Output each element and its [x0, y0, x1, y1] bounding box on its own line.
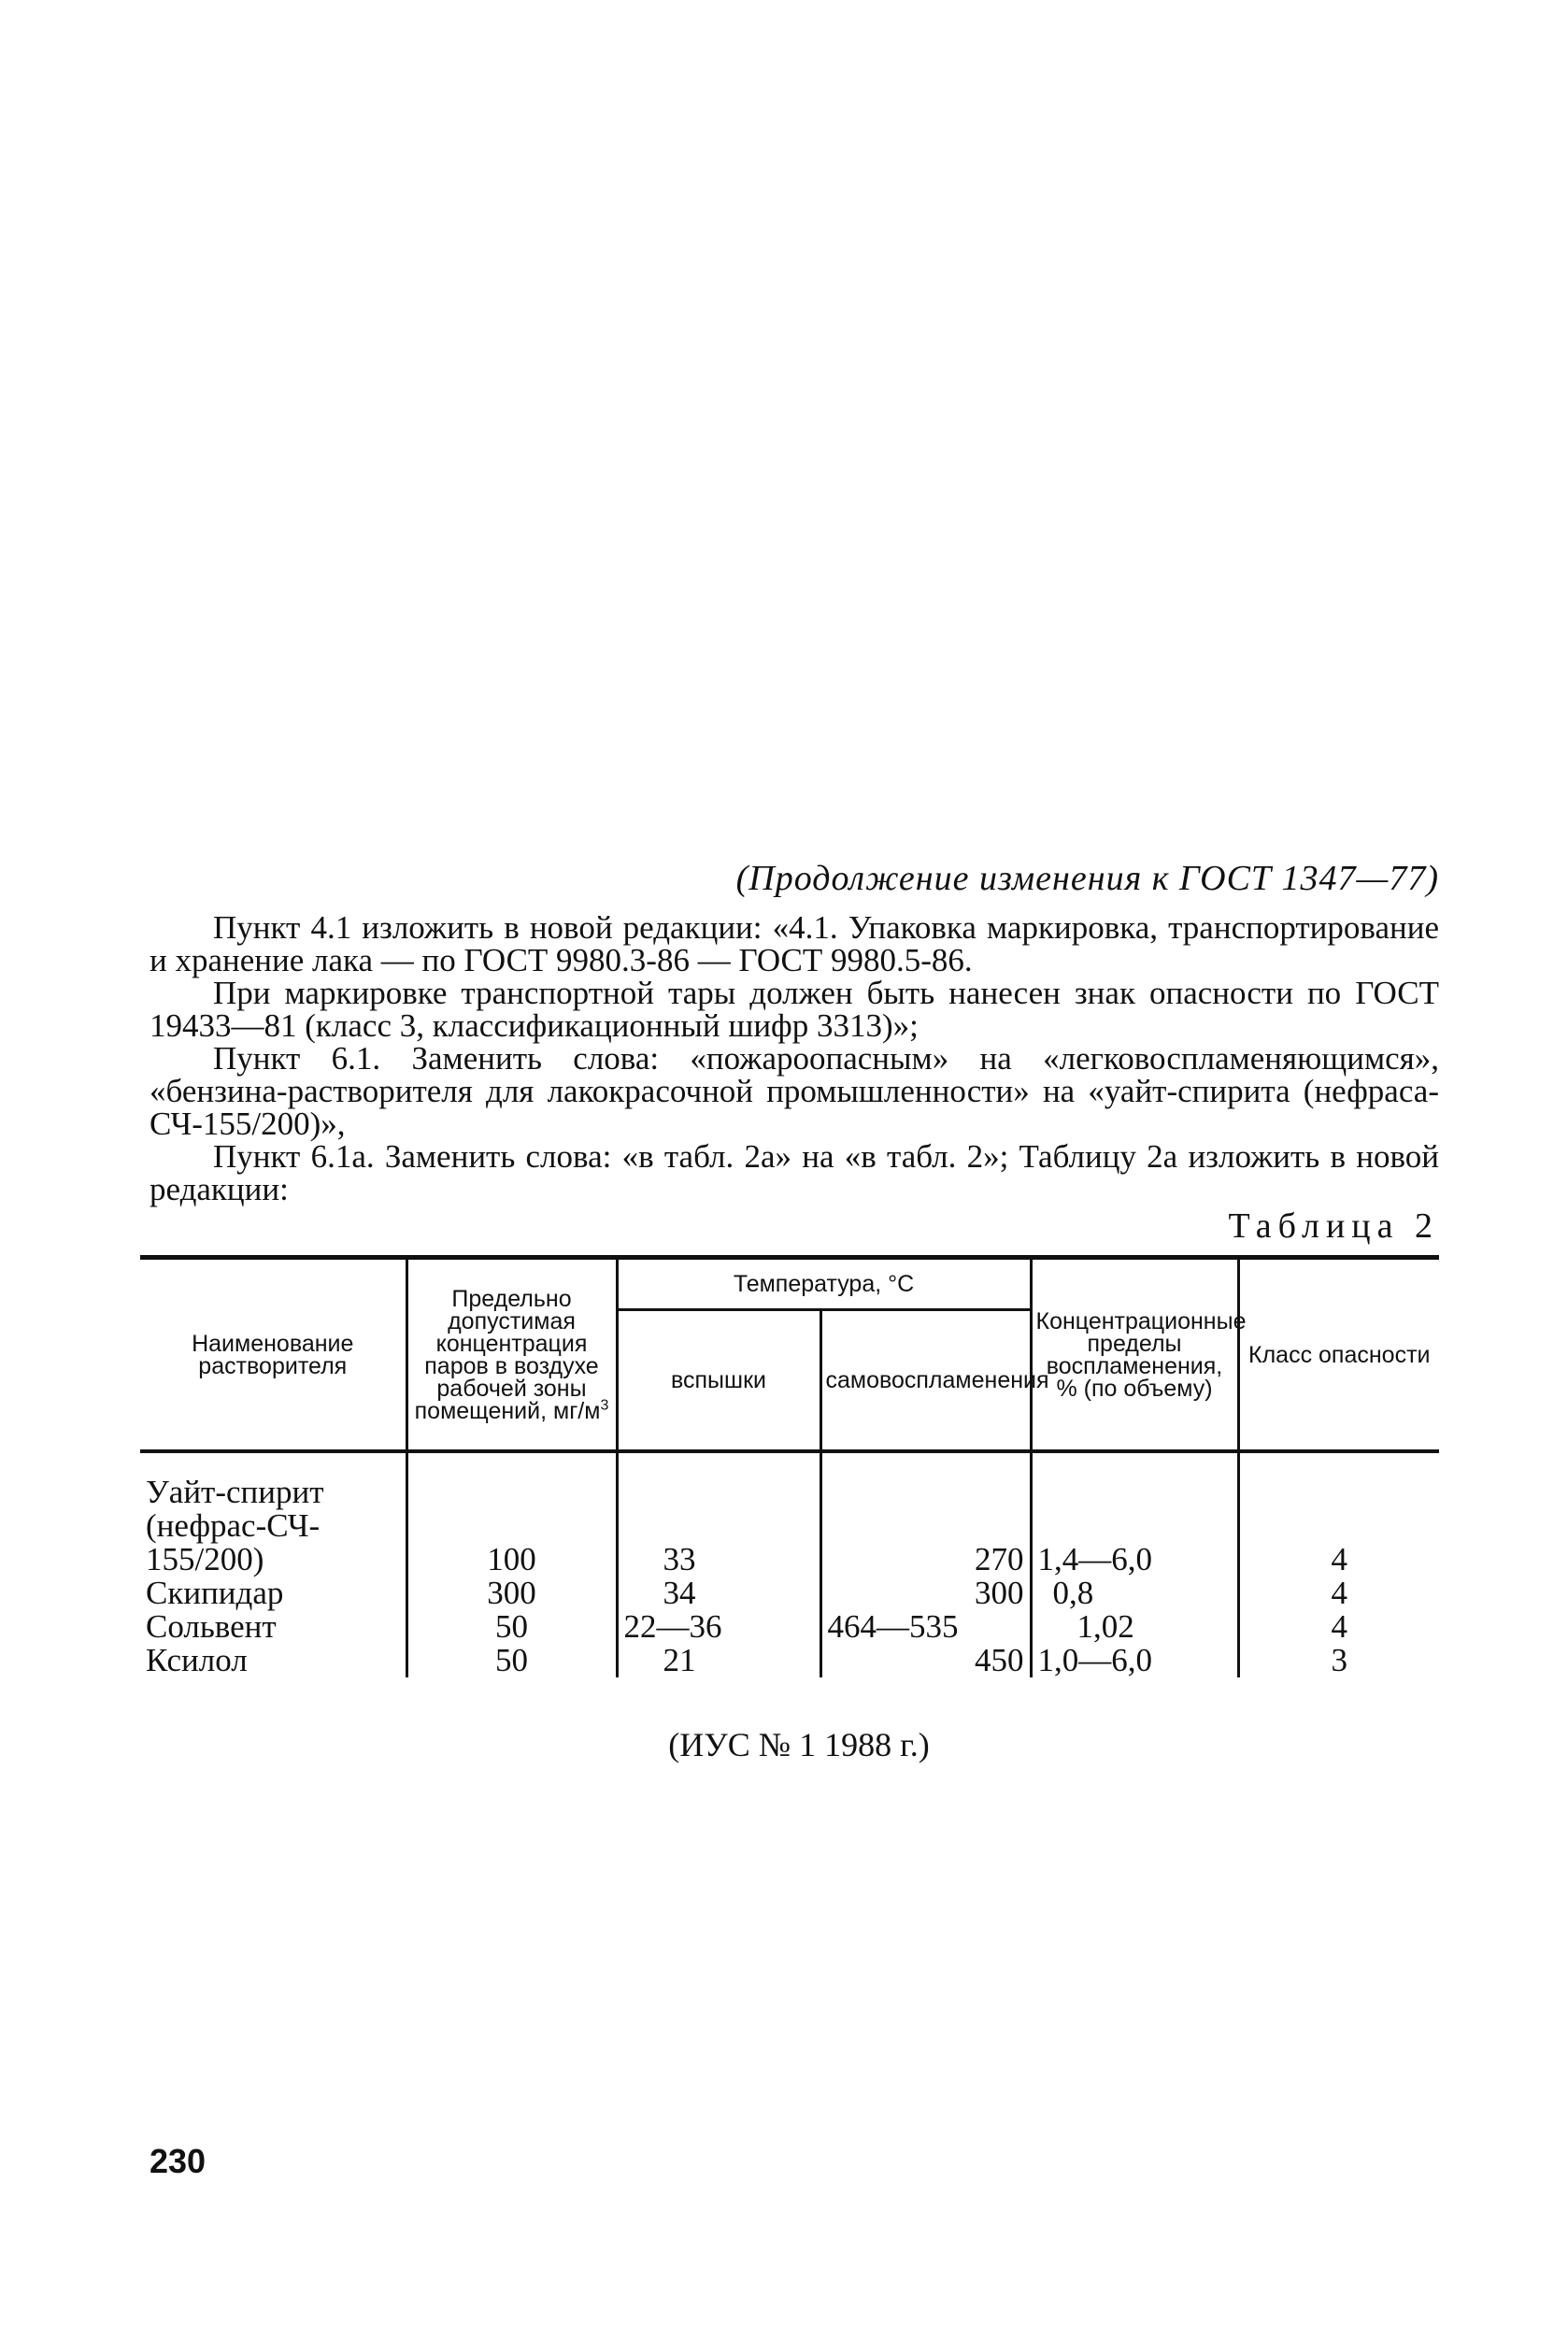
name-line: Уайт-спирит — [146, 1474, 324, 1510]
header-temperature: Температура, °С — [617, 1258, 1031, 1310]
amendment-text — [150, 911, 1439, 1206]
header-mpc-unit-sup: 3 — [600, 1397, 609, 1414]
cell-flash: 22—36 — [617, 1610, 820, 1644]
table-row-turpentine — [140, 1577, 1439, 1610]
cell-mpc: 100 — [406, 1476, 617, 1577]
paragraph-6-1: Пункт 6.1. Заменить слова: «пожароопасным» на «легковоспламеняющимся», «бензина-растворителя для лакокрасочной промышленности» на «уайт-спирита (нефраса-СЧ-155/200)», — [150, 1040, 1439, 1142]
continuation-heading: (Продолжение изменения к ГОСТ 1347—77) — [735, 859, 1439, 898]
name-line: (нефрас-СЧ- — [146, 1507, 321, 1544]
cell-mpc: 50 — [406, 1610, 617, 1644]
header-mpc — [406, 1258, 617, 1452]
header-autoignition: самовоспламенения — [820, 1310, 1031, 1452]
solvent-table-container — [140, 1255, 1439, 1677]
solvent-table — [140, 1255, 1439, 1677]
cell-limits: 1,4—6,0 — [1031, 1476, 1238, 1577]
paragraph-6-1a: Пункт 6.1а. Заменить слова: «в табл. 2а» на «в табл. 2»; Таблицу 2а изложить в новой редакции: — [150, 1138, 1439, 1207]
name-line: 155/200) — [146, 1541, 264, 1577]
cell-autoignition: 270 — [820, 1476, 1031, 1577]
header-hazard-class: Класс опасности — [1238, 1258, 1439, 1452]
cell-name: Ксилол — [140, 1644, 406, 1677]
cell-autoignition: 464—535 — [820, 1610, 1031, 1644]
header-flash: вспышки — [617, 1310, 820, 1452]
header-mpc-unit: мг/м — [553, 1397, 601, 1424]
table-row-white-spirit — [140, 1476, 1439, 1577]
cell-hazard-class: 4 — [1331, 1541, 1348, 1577]
cell-limits: 1,0—6,0 — [1031, 1644, 1238, 1677]
cell-name — [140, 1476, 406, 1577]
page-number: 230 — [150, 2142, 207, 2180]
paragraph-marking: При маркировке транспортной тары должен быть нанесен знак опасности по ГОСТ 19433—81 (класс 3, классификационный шифр 3313)»; — [150, 975, 1439, 1044]
cell-hazard-class: 4 — [1331, 1608, 1348, 1645]
cell-flash: 34 — [617, 1577, 820, 1610]
cell-autoignition: 300 — [820, 1577, 1031, 1610]
table-row-xylene — [140, 1644, 1439, 1677]
cell-flash: 33 — [617, 1476, 820, 1577]
cell-flash: 21 — [617, 1644, 820, 1677]
cell-name: Скипидар — [140, 1577, 406, 1610]
cell-limits: 1,02 — [1031, 1610, 1238, 1644]
cell-mpc: 50 — [406, 1644, 617, 1677]
paragraph-4-1: Пункт 4.1 изложить в новой редакции: «4.1. Упаковка маркировка, транспортирование и хранение лака — по ГОСТ 9980.3-86 — ГОСТ 9980.5-86. — [150, 909, 1439, 978]
table-spacer-row — [140, 1451, 1439, 1476]
table-caption: Таблица 2 — [1228, 1206, 1439, 1246]
cell-hazard-class: 3 — [1331, 1642, 1348, 1678]
header-mpc-text: Предельно допустимая концентрация паров в воздухе рабочей зоны помещений, — [414, 1285, 599, 1424]
cell-limits: 0,8 — [1031, 1577, 1238, 1610]
cell-name: Сольвент — [140, 1610, 406, 1644]
cell-autoignition: 450 — [820, 1644, 1031, 1677]
header-solvent-name: Наименование растворителя — [140, 1258, 406, 1452]
cell-hazard-class: 4 — [1331, 1575, 1348, 1611]
header-limits: Концентрационные пределы воспламенения, % (по объему) — [1031, 1258, 1238, 1452]
ius-reference: (ИУС № 1 1988 г.) — [668, 1726, 930, 1763]
cell-mpc: 300 — [406, 1577, 617, 1610]
table-row-solvent — [140, 1610, 1439, 1644]
